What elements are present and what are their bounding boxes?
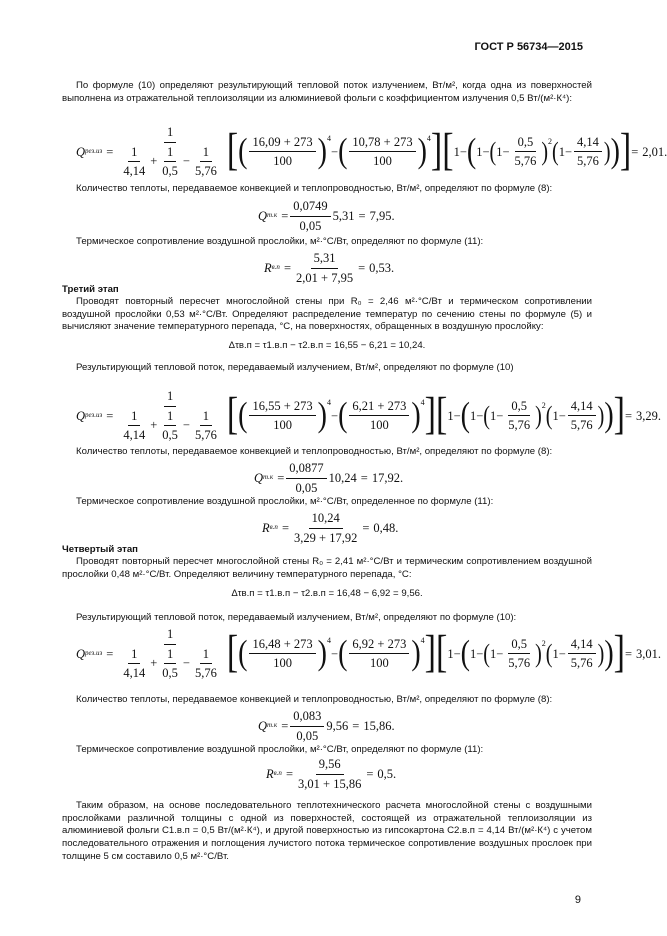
paragraph-11: Термическое сопротивление воздушной прослойки, м²·°С/Вт, определяют по формуле (11):	[76, 744, 484, 755]
paragraph-4: Проводят повторный пересчет многослойной стены при R₀ = 2,46 м²·°С/Вт и термическом сопротивлении воздушной прослойки 0,53 м²·°С/Вт. Определяют распределение температур по сечению стены по формуле (5) и вычисляют значение температурного перепада, °С, на поверхностях, обращенных в воздушную прослойку:	[62, 296, 592, 333]
paragraph-7: Термическое сопротивление воздушной прослойки, м²·°С/Вт, определенное по формуле (11):	[76, 496, 494, 507]
formula-r-vp-3: R в.п = $\frac{9,56}{3,01 + 15,86}$ = 0,5 .	[266, 757, 397, 791]
paragraph-1: По формуле (10) определяют результирующий тепловой поток излучением, Вт/м², когда одна из поверхностей выполнена из отражательной теплоизоляции из алюминиевой фольги с коэффициентом излучения 0,5 Вт/(м²·К⁴):	[62, 80, 592, 104]
formula-q-tk-1: Q т.к = $\frac{0,0749}{0,05}$ 5,31 = 7,95 .	[258, 199, 395, 233]
formula-q-rez-3: Q рез.из = 1 $\frac{1}{4,14}$ + $\frac{1}{0,5}$ − $\frac{1}{5,76}$ [ ( $\frac{16,48 + 273}{100}$ ) $^4$ − ( $\frac{6,92 + 273}{100}$ ) $^4$ ] [ 1 − ( 1 − ( 1 − $\frac{0,5}{5,76}$ ) $^2$ ( 1 − $\frac{4,14}{5,76}$ ) ) ] = 3,01.	[76, 627, 662, 680]
section-heading-stage-4: Четвертый этап	[62, 544, 138, 555]
paragraph-8: Проводят повторный пересчет многослойной стены R₀ = 2,41 м²·°С/Вт и термическим сопротивлением воздушной прослойки 0,48 м²·°С/Вт. Определяют величину температурного перепада, °С:	[62, 556, 592, 580]
equation-delta-tau-1: Δτв.п = τ1.в.п − τ2.в.п = 16,55 − 6,21 = 10,24.	[228, 340, 426, 351]
paragraph-10: Количество теплоты, передаваемое конвекцией и теплопроводностью, Вт/м², определяют по формуле (8):	[76, 694, 553, 705]
paragraph-6: Количество теплоты, передаваемое конвекцией и теплопроводностью, Вт/м², определяют по формуле (8):	[76, 446, 553, 457]
section-heading-stage-3: Третий этап	[62, 284, 119, 295]
formula-r-vp-1: R в.п = $\frac{5,31}{2,01 + 7,95}$ = 0,53 .	[264, 251, 395, 285]
formula-q-rez-1: Q рез.из = 1 $\frac{1}{4,14}$ + $\frac{1}{0,5}$ − $\frac{1}{5,76}$ [ ( $\frac{16,09 + 273}{100}$ ) $^4$ − ( $\frac{10,78 + 273}{100}$ ) $^4$ ] [ 1 − ( 1 − ( 1 − $\frac{0,5}{5,76}$ ) $^2$ ( 1 − $\frac{4,14}{5,76}$ ) ) ] = 2,01.	[76, 125, 667, 178]
formula-q-tk-2: Q т.к = $\frac{0,0877}{0,05}$ 10,24 = 17,92.	[254, 461, 404, 495]
conclusion-paragraph: Таким образом, на основе последовательного теплотехнического расчета многослойной стены с воздушными прослойками различной толщины с одной из поверхностей, состоящей из отражательной теплоизоляции из алюминиевой фольги С1.в.п = 0,5 Вт/(м²·К⁴), и другой поверхностью из гипсокартона С2.в.п = 4,14 Вт/(м²·К⁴) с учетом последовательного отражения и поглощения лучистого потока термическое сопротивление воздушных прослоек при толщине 5 см составило 0,5 м²·°С/Вт.	[62, 800, 592, 862]
equation-delta-tau-2: Δτв.п = τ1.в.п − τ2.в.п = 16,48 − 6,92 = 9,56.	[231, 588, 423, 599]
formula-r-vp-2: R в.п = $\frac{10,24}{3,29 + 17,92}$ = 0,48 .	[262, 511, 399, 545]
paragraph-2: Количество теплоты, передаваемое конвекцией и теплопроводностью, Вт/м², определяют по формуле (8):	[76, 183, 553, 194]
paragraph-5: Результирующий тепловой поток, передаваемый излучением, Вт/м², определяют по формуле (10)	[76, 362, 514, 373]
paragraph-9: Результирующий тепловой поток, передаваемый излучением, Вт/м², определяют по формуле (10):	[76, 612, 517, 623]
page-number: 9	[574, 894, 581, 906]
paragraph-3: Термическое сопротивление воздушной прослойки, м²·°С/Вт, определяют по формуле (11):	[76, 236, 484, 247]
formula-q-tk-3: Q т.к = $\frac{0,083}{0,05}$ 9,56 = 15,86.	[258, 709, 395, 743]
formula-q-rez-2: Q рез.из = 1 $\frac{1}{4,14}$ + $\frac{1}{0,5}$ − $\frac{1}{5,76}$ [ ( $\frac{16,55 + 273}{100}$ ) $^4$ − ( $\frac{6,21 + 273}{100}$ ) $^4$ ] [ 1 − ( 1 − ( 1 − $\frac{0,5}{5,76}$ ) $^2$ ( 1 − $\frac{4,14}{5,76}$ ) ) ] = 3,29.	[76, 389, 662, 442]
standard-header: ГОСТ Р 56734—2015	[474, 41, 583, 53]
